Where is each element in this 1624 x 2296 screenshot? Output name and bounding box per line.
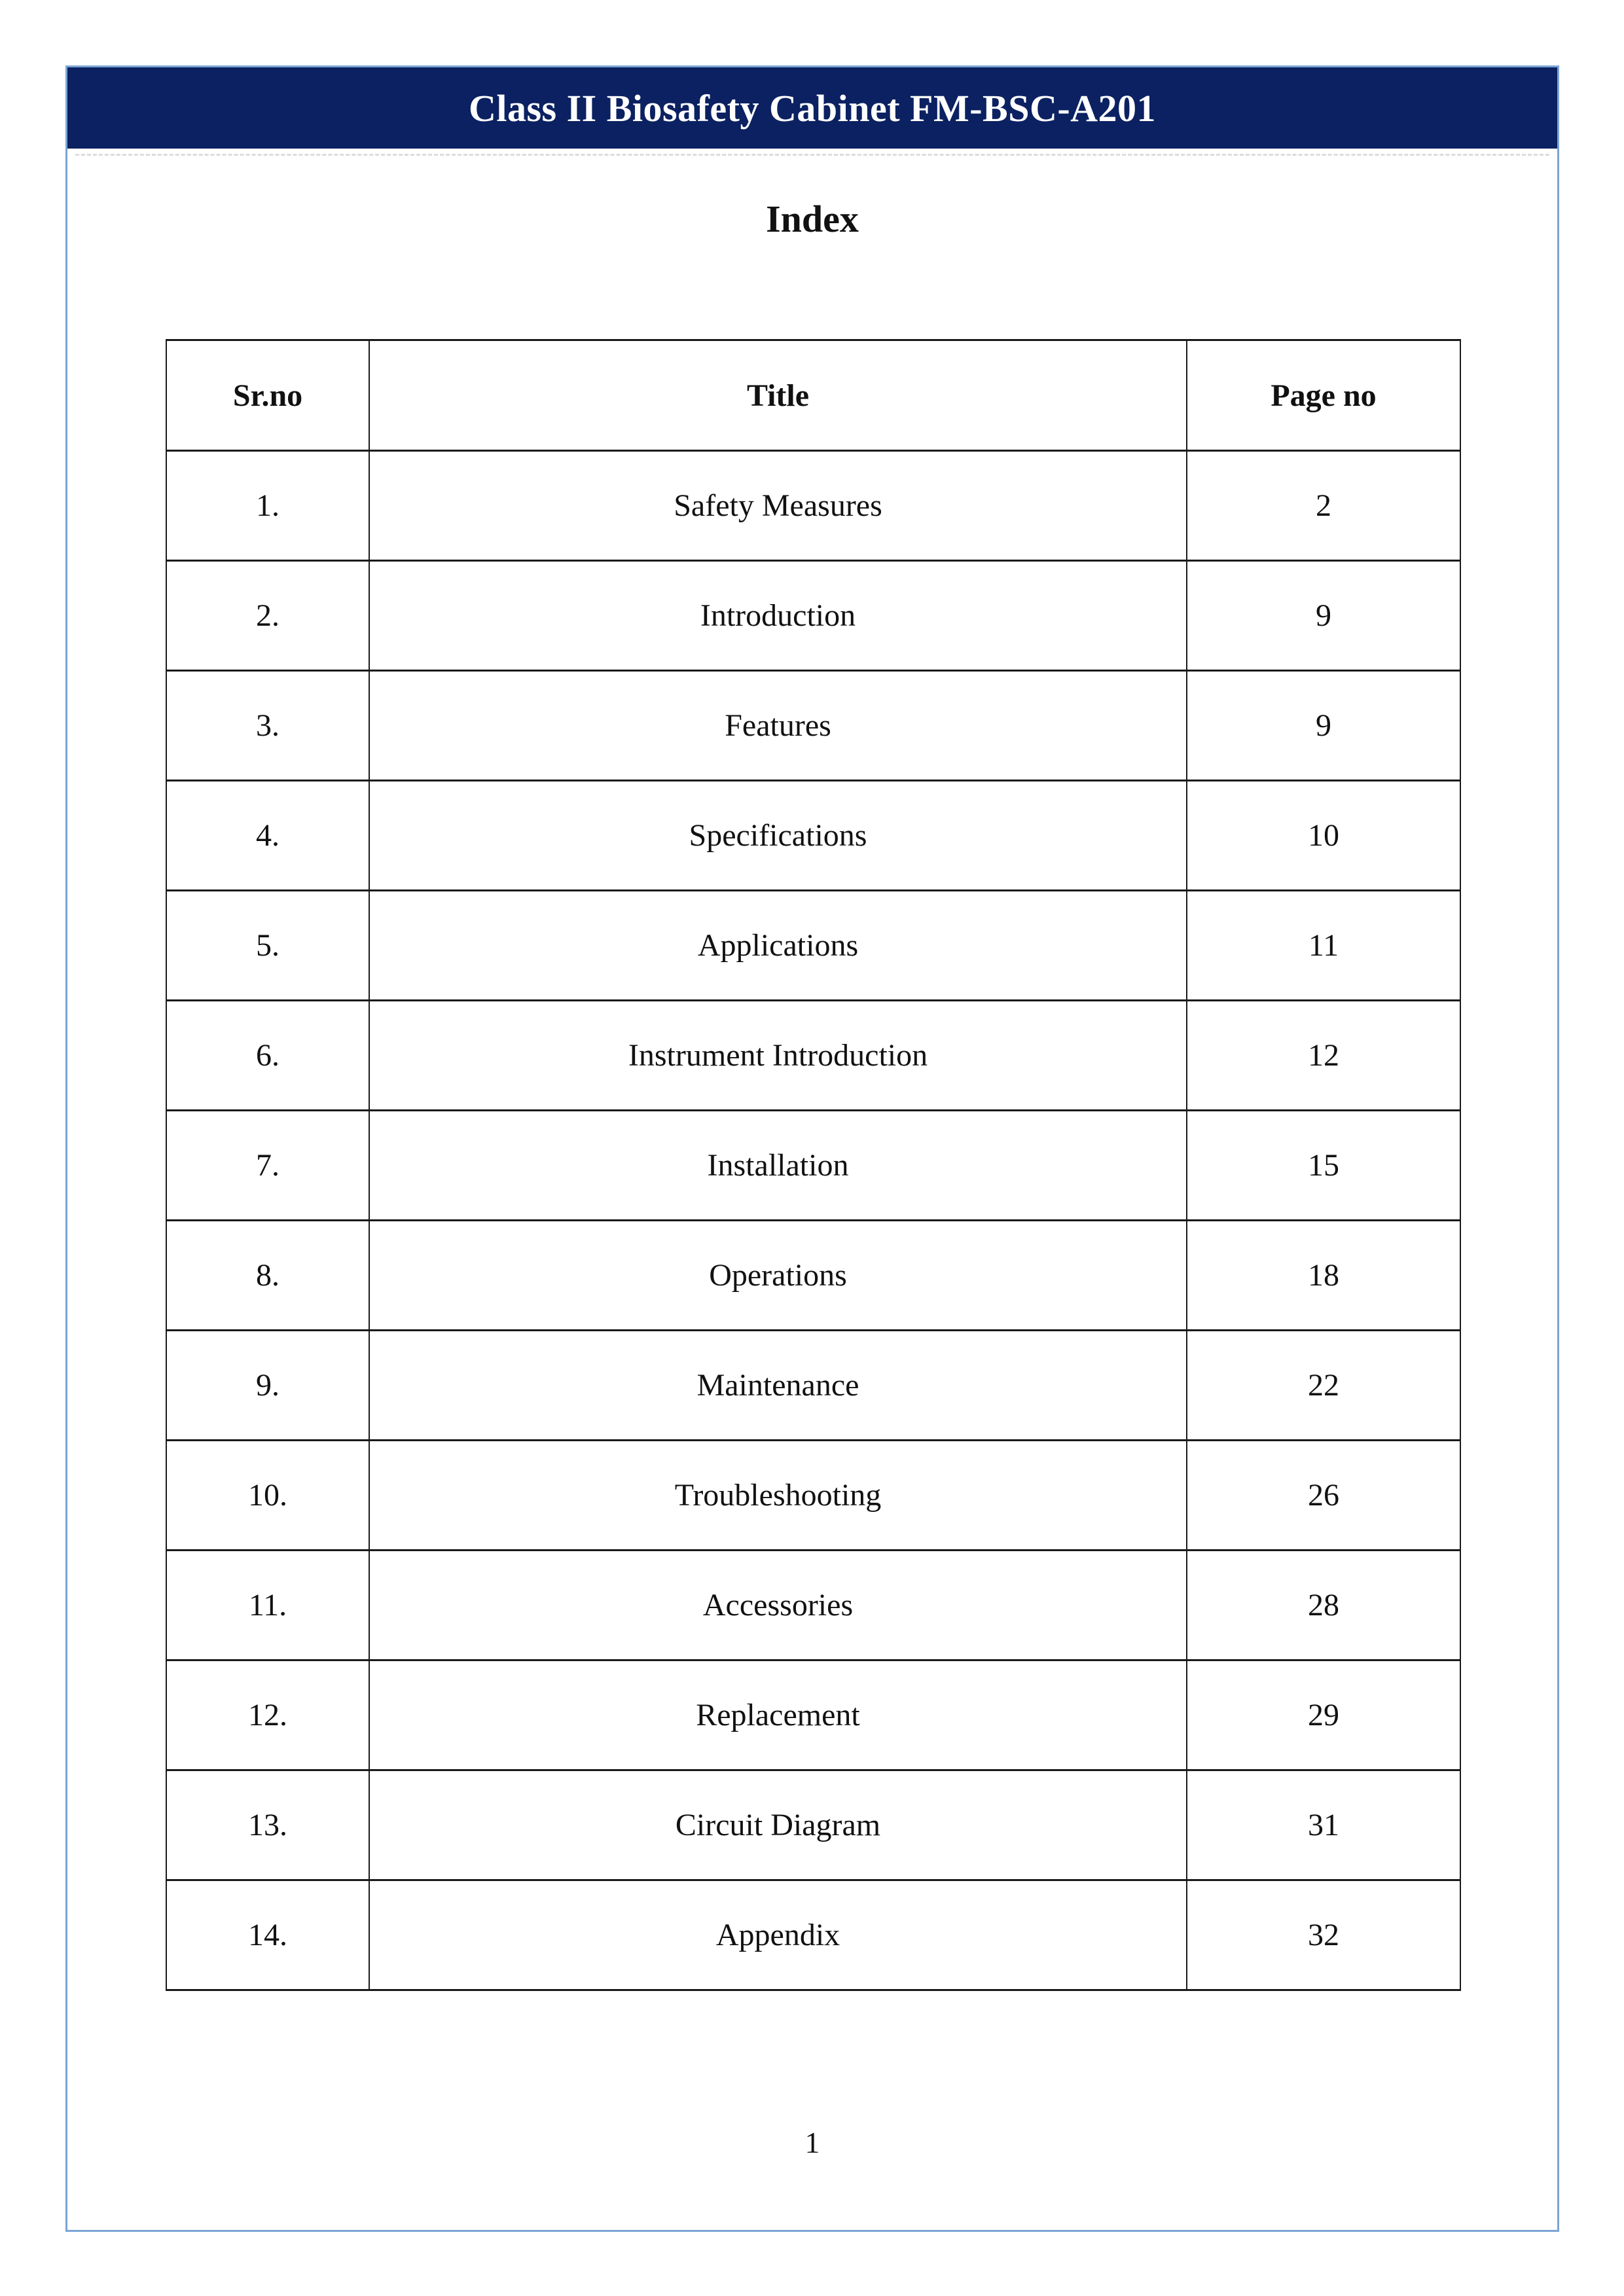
index-table <box>166 339 1461 1991</box>
title-cell: Safety Measures <box>369 451 1187 561</box>
table-row <box>166 1880 1460 1990</box>
pageno-cell: 9 <box>1187 671 1460 781</box>
column-header-pageno: Page no <box>1187 340 1460 451</box>
title-cell: Introduction <box>369 561 1187 671</box>
title-cell: Accessories <box>369 1551 1187 1660</box>
srno-cell: 2. <box>166 561 369 671</box>
srno-cell: 11. <box>166 1551 369 1660</box>
index-table-body <box>166 451 1460 1990</box>
table-row <box>166 561 1460 671</box>
table-row <box>166 1441 1460 1551</box>
table-row <box>166 671 1460 781</box>
pageno-cell: 26 <box>1187 1441 1460 1551</box>
table-row <box>166 1331 1460 1441</box>
srno-cell: 4. <box>166 781 369 891</box>
table-row <box>166 1551 1460 1660</box>
srno-cell: 1. <box>166 451 369 561</box>
pageno-cell: 29 <box>1187 1660 1460 1770</box>
srno-cell: 14. <box>166 1880 369 1990</box>
title-cell: Features <box>369 671 1187 781</box>
title-cell: Operations <box>369 1221 1187 1331</box>
table-row <box>166 781 1460 891</box>
title-cell: Maintenance <box>369 1331 1187 1441</box>
banner-shadow-line <box>75 154 1549 156</box>
pageno-cell: 10 <box>1187 781 1460 891</box>
srno-cell: 5. <box>166 891 369 1001</box>
srno-cell: 6. <box>166 1001 369 1111</box>
pageno-cell: 12 <box>1187 1001 1460 1111</box>
header-banner <box>67 67 1557 149</box>
title-cell: Instrument Introduction <box>369 1001 1187 1111</box>
table-row <box>166 1770 1460 1880</box>
table-row <box>166 891 1460 1001</box>
index-heading: Index <box>766 198 859 240</box>
pageno-cell: 11 <box>1187 891 1460 1001</box>
title-cell: Appendix <box>369 1880 1187 1990</box>
srno-cell: 7. <box>166 1111 369 1221</box>
title-cell: Installation <box>369 1111 1187 1221</box>
column-header-srno: Sr.no <box>166 340 369 451</box>
table-row <box>166 1111 1460 1221</box>
table-row <box>166 1001 1460 1111</box>
pageno-cell: 28 <box>1187 1551 1460 1660</box>
page-frame <box>65 65 1559 2232</box>
pageno-cell: 22 <box>1187 1331 1460 1441</box>
srno-cell: 12. <box>166 1660 369 1770</box>
table-row <box>166 451 1460 561</box>
title-cell: Specifications <box>369 781 1187 891</box>
page-number: 1 <box>804 2126 820 2159</box>
index-table-header <box>166 340 1460 451</box>
document-title: Class II Biosafety Cabinet FM-BSC-A201 <box>468 86 1157 130</box>
title-cell: Circuit Diagram <box>369 1770 1187 1880</box>
pageno-cell: 9 <box>1187 561 1460 671</box>
title-cell: Applications <box>369 891 1187 1001</box>
srno-cell: 10. <box>166 1441 369 1551</box>
pageno-cell: 15 <box>1187 1111 1460 1221</box>
pageno-cell: 31 <box>1187 1770 1460 1880</box>
pageno-cell: 32 <box>1187 1880 1460 1990</box>
header-row <box>166 340 1460 451</box>
column-header-title: Title <box>369 340 1187 451</box>
srno-cell: 8. <box>166 1221 369 1331</box>
pageno-cell: 2 <box>1187 451 1460 561</box>
srno-cell: 3. <box>166 671 369 781</box>
srno-cell: 13. <box>166 1770 369 1880</box>
srno-cell: 9. <box>166 1331 369 1441</box>
table-row <box>166 1221 1460 1331</box>
pageno-cell: 18 <box>1187 1221 1460 1331</box>
title-cell: Troubleshooting <box>369 1441 1187 1551</box>
title-cell: Replacement <box>369 1660 1187 1770</box>
table-row <box>166 1660 1460 1770</box>
